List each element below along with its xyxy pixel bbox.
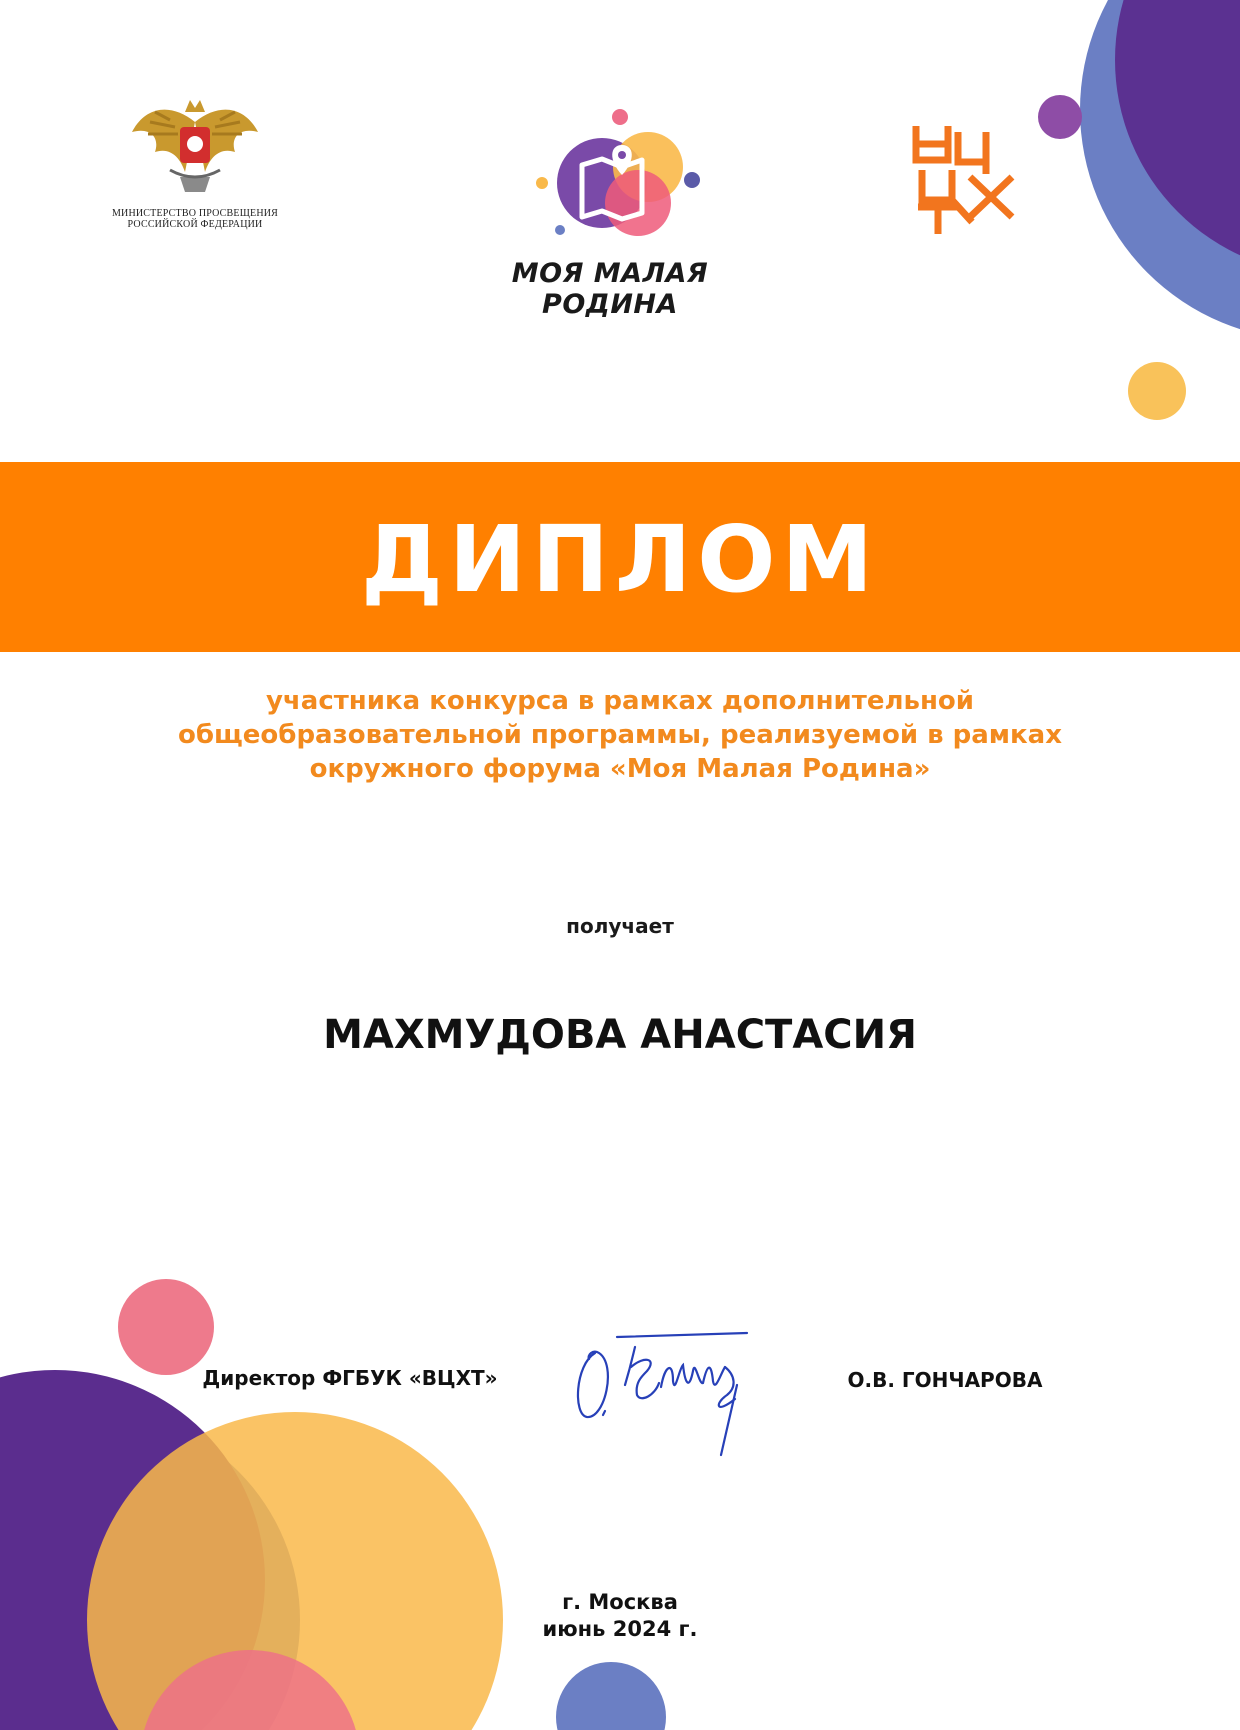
ministry-emblem-icon [130, 92, 260, 202]
ministry-caption-line1: МИНИСТЕРСТВО ПРОСВЕЩЕНИЯ [111, 208, 279, 219]
signer-position: Директор ФГБУК «ВЦХТ» [202, 1366, 498, 1390]
diploma-subtitle: участника конкурса в рамках дополнительной общеобразовательной программы, реализуемой в рамках окружного форума «Моя Малая Родина» [178, 686, 1062, 784]
recipient-name: МАХМУДОВА АНАСТАСИЯ [323, 1012, 917, 1058]
issue-date: июнь 2024 г. [542, 1617, 698, 1641]
receives-label: получает [566, 914, 674, 938]
decor-dot-blue-bottom [556, 1662, 666, 1730]
signature-icon [565, 1325, 765, 1460]
decor-dot-purple [1038, 95, 1082, 139]
issue-place: г. Москва [562, 1590, 678, 1614]
ministry-caption-line2: РОССИЙСКОЙ ФЕДЕРАЦИИ [127, 219, 263, 230]
vcht-logo-icon [912, 122, 1017, 234]
diploma-title: ДИПЛОМ [360, 506, 880, 613]
decor-dot-yellow [1128, 362, 1186, 420]
decor-dot-pink [118, 1279, 214, 1375]
forum-map-pin-icon [530, 105, 710, 245]
signer-name: О.В. ГОНЧАРОВА [847, 1368, 1043, 1392]
forum-logo-text: МОЯ МАЛАЯ РОДИНА [511, 258, 709, 320]
ministry-caption [100, 208, 290, 230]
